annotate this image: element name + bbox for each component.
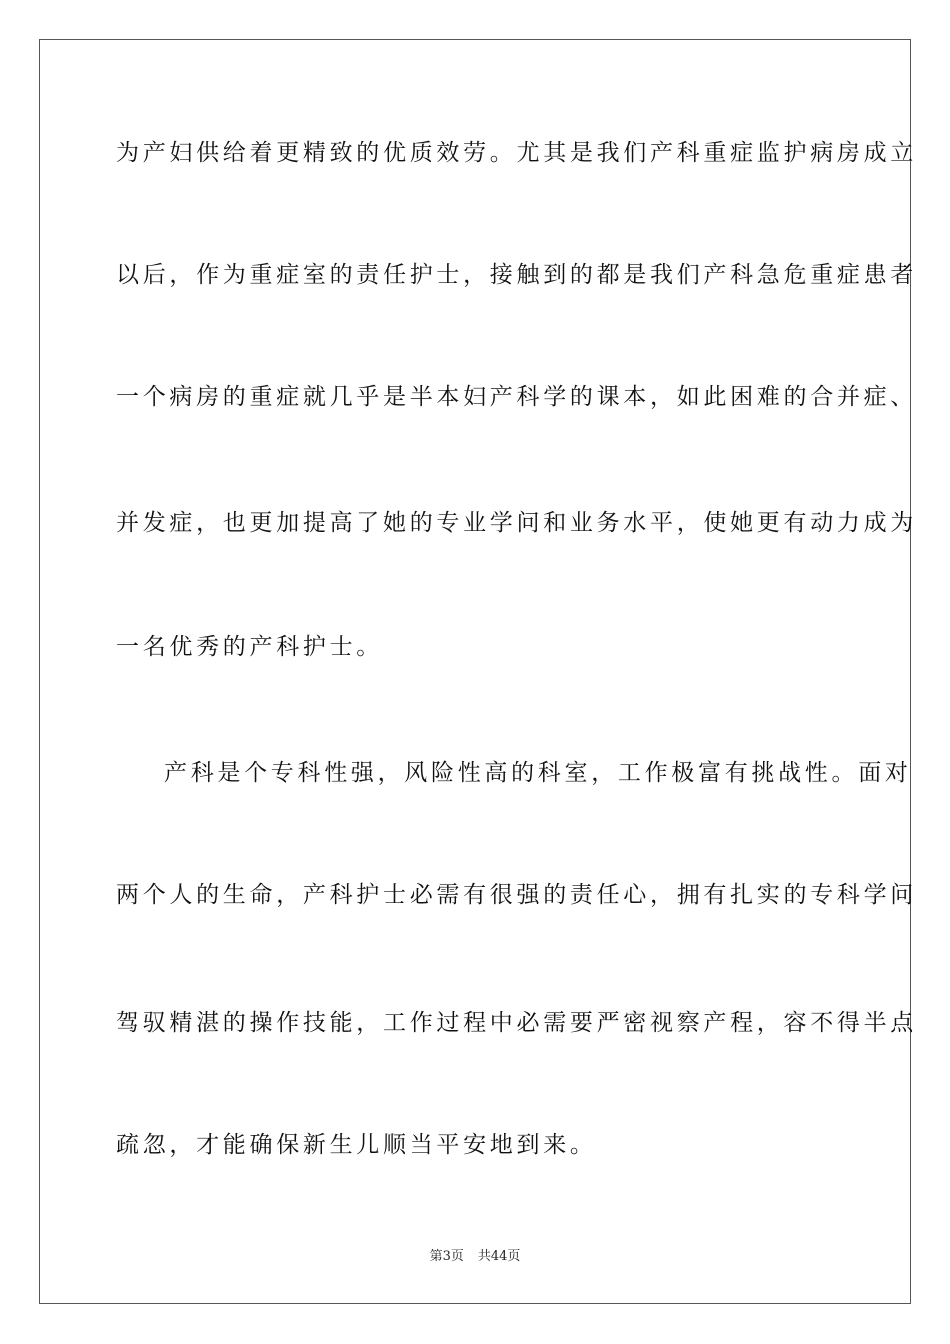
page-footer <box>0 1248 950 1266</box>
text-line: 并发症，也更加提高了她的专业学问和业务水平，使她更有动力成为 <box>116 510 917 536</box>
text-line: 一个病房的重症就几乎是半本妇产科学的课本，如此困难的合并症、 <box>116 384 917 410</box>
text-line: 两个人的生命，产科护士必需有很强的责任心，拥有扎实的专科学问 <box>116 882 917 908</box>
text-line: 为产妇供给着更精致的优质效劳。尤其是我们产科重症监护病房成立 <box>116 140 917 166</box>
text-line: 以后，作为重症室的责任护士，接触到的都是我们产科急危重症患者 <box>116 262 917 288</box>
text-line: 疏忽，才能确保新生儿顺当平安地到来。 <box>116 1132 597 1158</box>
text-line: 一名优秀的产科护士。 <box>116 634 383 660</box>
text-line: 驾驭精湛的操作技能，工作过程中必需要严密视察产程，容不得半点 <box>116 1010 917 1036</box>
paragraph-first-line: 产科是个专科性强，风险性高的科室，工作极富有挑战性。面对 <box>164 760 912 786</box>
page-border <box>39 39 917 1304</box>
total-pages: 共44页 <box>477 1249 521 1264</box>
page-number: 第3页 <box>429 1249 464 1264</box>
